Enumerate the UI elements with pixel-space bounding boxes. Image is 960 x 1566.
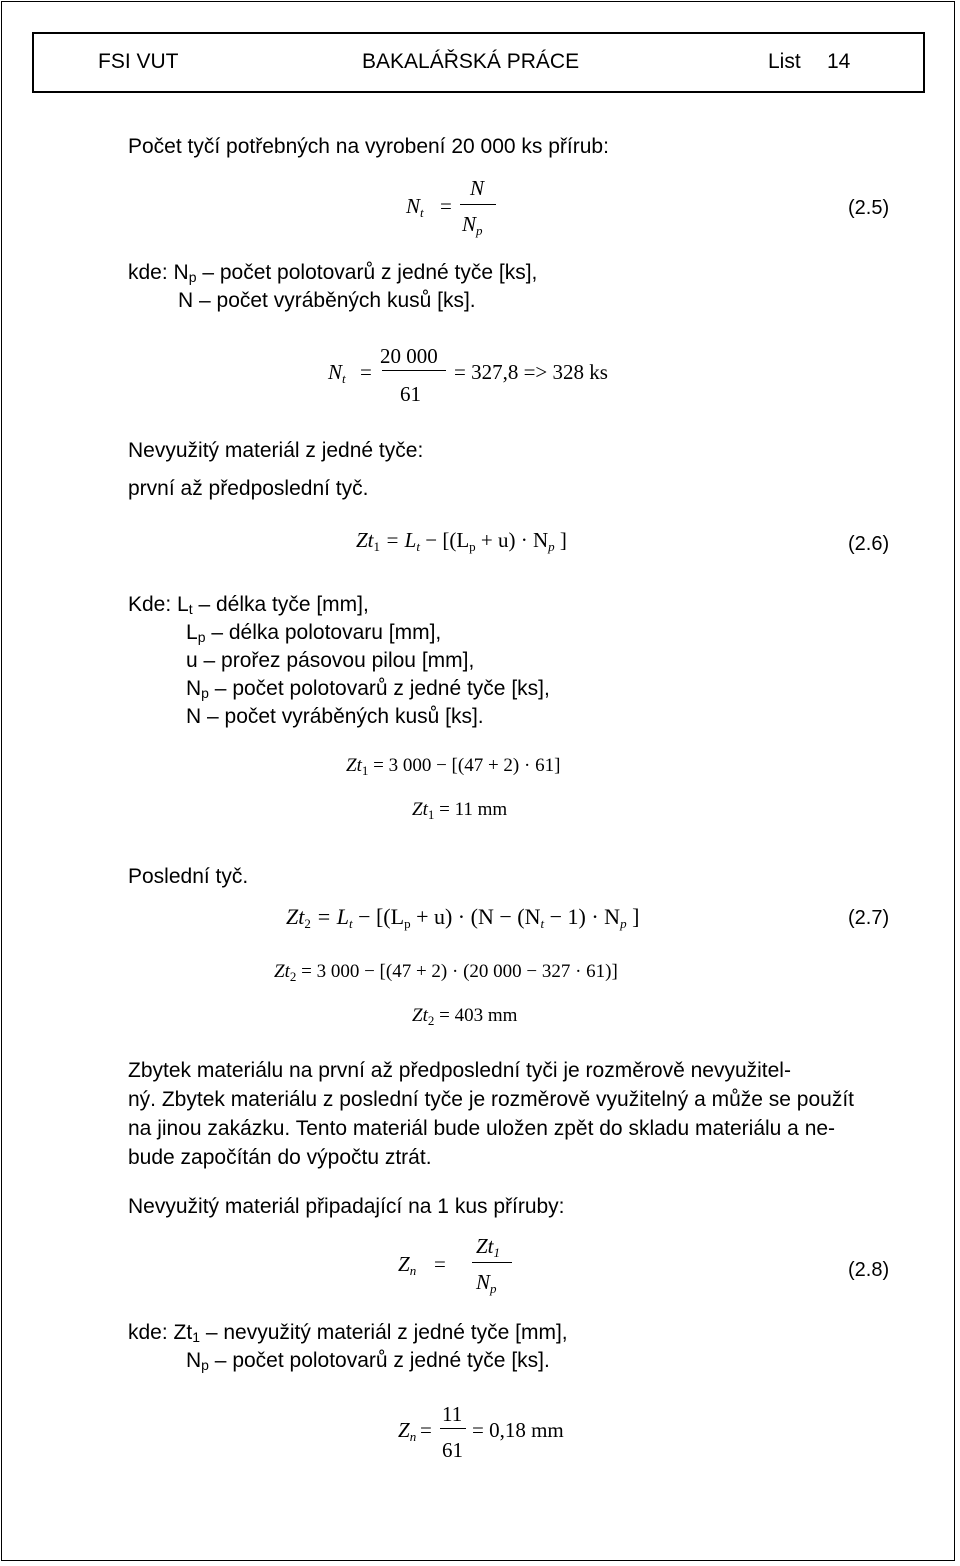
equation-number: (2.5) — [848, 197, 890, 219]
fraction-numerator: $Zt_1$ — [476, 1234, 501, 1260]
calculation-zt2-result: $Zt_2 = 403$ mm — [412, 1005, 518, 1028]
eq-lhs: $Z_n$ — [398, 1418, 417, 1444]
fraction-bar — [472, 1262, 512, 1263]
legend-line: Kde: Lt – délka tyče [mm], — [128, 593, 369, 617]
document-title: BAKALÁŘSKÁ PRÁCE — [362, 50, 580, 73]
paragraph-line: Zbytek materiálu na první až předposlední tyči je rozměrově nevyužitel- — [128, 1059, 791, 1082]
intro-text: Počet tyčí potřebných na vyrobení 20 000 ks přírub: — [128, 135, 609, 158]
eq-lhs: $N_t$ — [406, 194, 424, 220]
fraction-denominator: $N_p$ — [476, 1270, 497, 1296]
eq-result: = 327,8 => 328 ks — [454, 360, 608, 384]
calculation-zt1-result: $Zt_1 = 11$ mm — [412, 799, 508, 822]
fraction-bar — [382, 370, 446, 371]
calculation-zt1: $Zt_1 = 3$ 000 − [(47 + 2) · 61] — [346, 755, 561, 778]
legend-line: kde: Np – počet polotovarů z jedné tyče [ks], — [128, 261, 538, 285]
fraction-denominator: 61 — [400, 382, 421, 406]
fraction-denominator: 61 — [442, 1438, 463, 1462]
eq-lhs: $Z_n$ — [398, 1252, 417, 1278]
page-header — [32, 32, 925, 93]
eq-equals: = — [440, 194, 452, 218]
equation-number: (2.6) — [848, 533, 890, 555]
list-label: List — [768, 50, 801, 73]
fraction-denominator: $N_p$ — [462, 212, 483, 238]
equation-number: (2.8) — [848, 1259, 890, 1281]
eq-equals: = — [420, 1418, 432, 1442]
list-number: 14 — [827, 50, 851, 73]
fraction-bar — [440, 1428, 466, 1429]
paragraph-line: bude započítán do výpočtu ztrát. — [128, 1146, 432, 1169]
section-heading: Nevyužitý materiál z jedné tyče: — [128, 439, 424, 462]
equation-2-6: $Zt_1 = L_t - [(L_p + u) \cdot N_p$ ] — [356, 528, 567, 554]
eq-lhs: $N_t$ — [328, 360, 346, 386]
section-subheading: první až předposlední tyč. — [128, 477, 369, 500]
fraction-bar — [460, 204, 496, 205]
section-heading: Poslední tyč. — [128, 865, 249, 888]
legend-line: Lp – délka polotovaru [mm], — [186, 621, 442, 645]
fraction-numerator: 11 — [442, 1402, 463, 1426]
legend-line: Np – počet polotovarů z jedné tyče [ks]. — [186, 1349, 550, 1373]
section-heading: Nevyužitý materiál připadající na 1 kus příruby: — [128, 1195, 565, 1218]
legend-line: u – prořez pásovou pilou [mm], — [186, 649, 475, 672]
equation-number: (2.7) — [848, 907, 890, 929]
equation-2-7: $Zt_2 = L_t - [(L_p + u) \cdot (N - (N_t - 1) \cdot N_p$ ] — [286, 904, 640, 931]
school-name: FSI VUT — [98, 50, 179, 73]
paragraph-line: na jinou zakázku. Tento materiál bude uložen zpět do skladu materiálu a ne- — [128, 1117, 836, 1140]
eq-result: = 0,18 mm — [472, 1418, 564, 1442]
fraction-numerator: N — [470, 176, 485, 200]
paragraph-line: ný. Zbytek materiálu z poslední tyče je rozměrově využitelný a může se použít — [128, 1088, 854, 1111]
legend-line: Np – počet polotovarů z jedné tyče [ks], — [186, 677, 550, 701]
legend-line: kde: Zt1 – nevyužitý materiál z jedné tyče [mm], — [128, 1321, 568, 1345]
legend-line: N – počet vyráběných kusů [ks]. — [186, 705, 484, 728]
eq-equals: = — [434, 1252, 446, 1276]
eq-equals: = — [360, 360, 372, 384]
calculation-zt2: $Zt_2 = 3$ 000 − [(47 + 2) · (20 000 − 327 · 61)] — [274, 961, 618, 984]
legend-line: N – počet vyráběných kusů [ks]. — [178, 289, 476, 312]
paragraph — [128, 1056, 898, 1172]
fraction-numerator: 20 000 — [380, 344, 438, 368]
